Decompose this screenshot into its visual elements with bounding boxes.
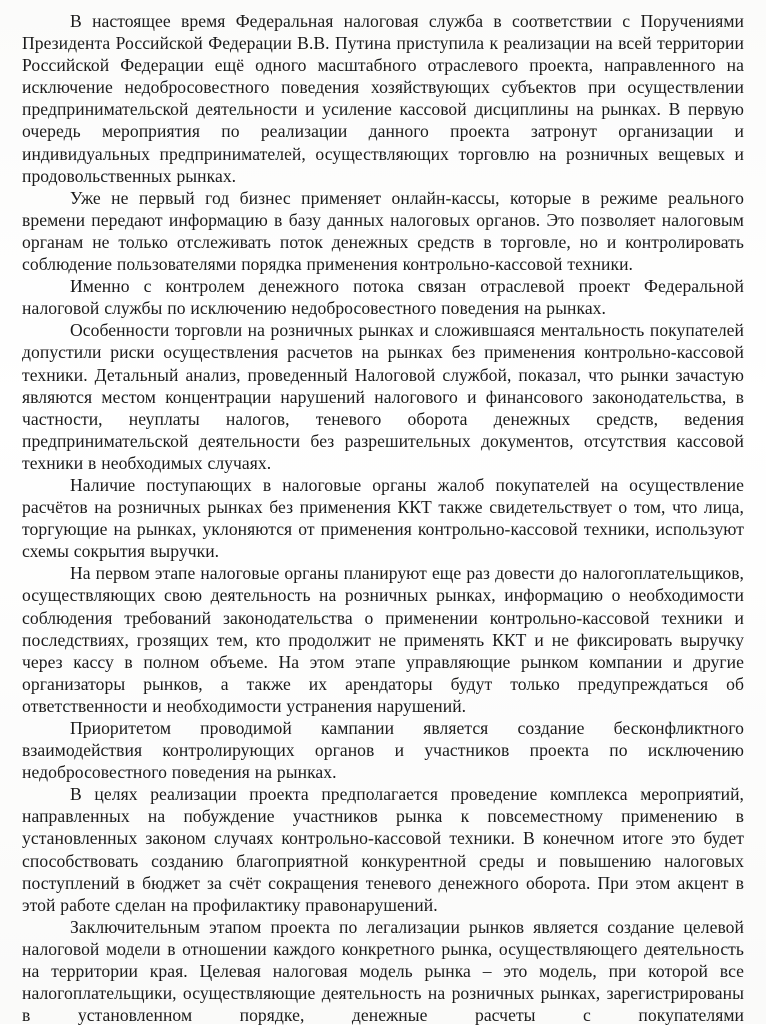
paragraph-5: Наличие поступающих в налоговые органы жалоб покупателей на осуществление расчётов на розничных рынках без применения ККТ также свидетельствует о том, что лица, торгующие на рынках, уклоняются от применения контрольно-кассовой техники, используют схемы сокрытия выручки. xyxy=(22,474,744,562)
paragraph-2: Уже не первый год бизнес применяет онлайн-кассы, которые в режиме реального времени передают информацию в базу данных налоговых органов. Это позволяет налоговым органам не только отслеживать поток денежных средств в торговле, но и контролировать соблюдение пользователями порядка применения контрольно-кассовой техники. xyxy=(22,187,744,275)
paragraph-7: Приоритетом проводимой кампании является создание бесконфликтного взаимодействия контролирующих органов и участников проекта по исключению недобросовестного поведения на рынках. xyxy=(22,718,744,783)
paragraph-6: На первом этапе налоговые органы планируют еще раз довести до налогоплательщиков, осуществляющих свою деятельность на розничных рынках, информацию о необходимости соблюдения требований законодательства о применении контрольно-кассовой техники и последствиях, грозящих тем, кто продолжит не применять ККТ и не фиксировать выручку через кассу в полном объеме. На этом этапе управляющие рынком компании и другие организаторы рынков, а также их арендаторы будут только предупреждаться об ответственности и необходимости устранения нарушений. xyxy=(22,563,744,716)
paragraph-4: Особенности торговли на розничных рынках и сложившаяся ментальность покупателей допустили риски осуществления расчетов на рынках без применения контрольно-кассовой техники. Детальный анализ, проведенный Налоговой службой, показал, что рынки зачастую являются местом концентрации нарушений налогового и финансового законодательства, в частности, неуплаты налогов, теневого оборота денежных средств, ведения предпринимательской деятельности без разрешительных документов, отсутствия кассовой техники в необходимых случаях. xyxy=(22,320,744,473)
paragraph-8: В целях реализации проекта предполагается проведение комплекса мероприятий, направленных на побуждение участников рынка к повсеместному применению в установленных законом случаях контрольно-кассовой техники. В конечном итоге это будет способствовать созданию благоприятной конкурентной среды и повышению налоговых поступлений в бюджет за счёт сокращения теневого денежного оборота. При этом акцент в этой работе сделан на профилактику правонарушений. xyxy=(22,784,744,915)
paragraph-1: В настоящее время Федеральная налоговая служба в соответствии с Поручениями Президента Российской Федерации В.В. Путина приступила к реализации на всей территории Российской Федерации ещё одного масштабного отраслевого проекта, направленного на исключение недобросовестного поведения хозяйствующих субъектов при осуществлении предпринимательской деятельности и усиление кассовой дисциплины на рынках. В первую очередь мероприятия по реализации данного проекта затронут организации и индивидуальных предпринимателей, осуществляющих торговлю на розничных вещевых и продовольственных рынках. xyxy=(22,11,744,186)
paragraph-9: Заключительным этапом проекта по легализации рынков является создание целевой налоговой модели в отношении каждого конкретного рынка, осуществляющего деятельность на территории края. Целевая налоговая модель рынка – это модель, при которой все налогоплательщики, осуществляющие деятельность на розничных рынках, зарегистрированы в установленном порядке, денежные расчеты с покупателями xyxy=(22,916,744,1026)
paragraph-3: Именно с контролем денежного потока связан отраслевой проект Федеральной налоговой службы по исключению недобросовестного поведения на рынках. xyxy=(22,276,744,319)
